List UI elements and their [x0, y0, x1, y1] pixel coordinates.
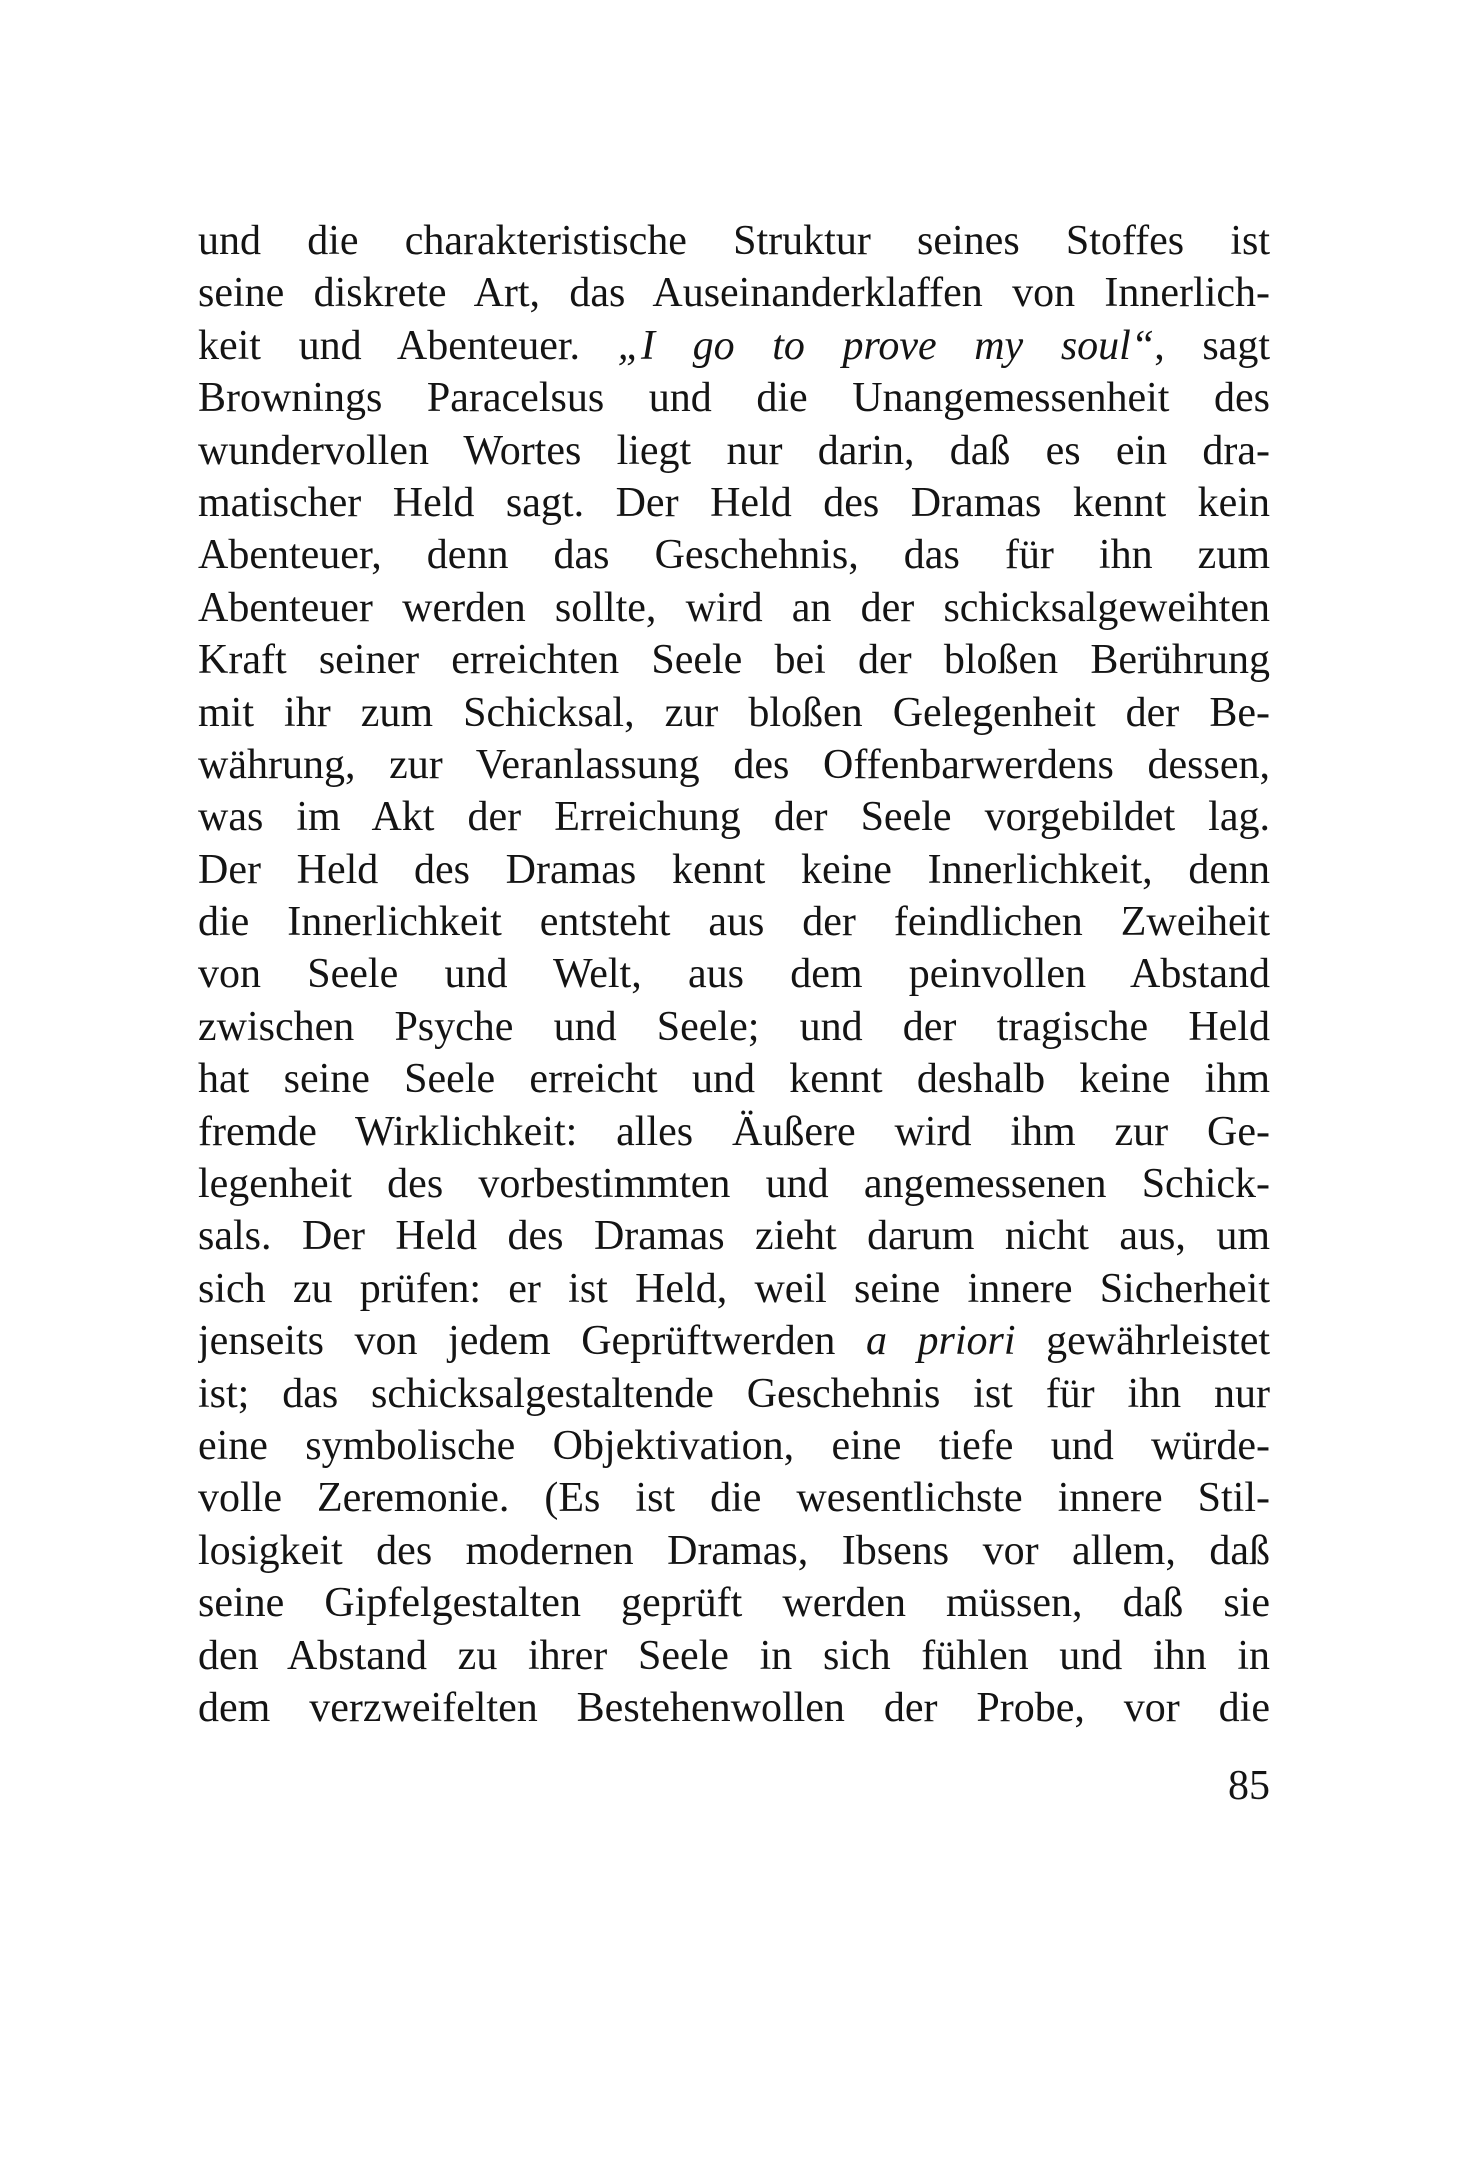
text-line: Kraft seiner erreichten Seele bei der bloßen Berührung — [198, 637, 1270, 684]
text-line: wundervollen Wortes liegt nur darin, daß es ein dra- — [198, 427, 1270, 474]
page-number: 85 — [1228, 1763, 1270, 1809]
text-line: fremde Wirklichkeit: alles Äußere wird ihm zur Ge- — [198, 1108, 1270, 1155]
text-line: sich zu prüfen: er ist Held, weil seine innere Sicherheit — [198, 1265, 1270, 1312]
text-segment: jenseits von jedem Geprüftwerden — [198, 1318, 866, 1365]
text-segment: keit und Abenteuer. — [198, 322, 618, 369]
quote-italic: „I go to prove my soul“ — [617, 322, 1155, 369]
text-line: legenheit des vorbestimmten und angemessenen Schick- — [198, 1161, 1270, 1208]
text-line: von Seele und Welt, aus dem peinvollen Abstand — [198, 951, 1270, 998]
text-line: währung, zur Veranlassung des Offenbarwerdens dessen, — [198, 741, 1270, 788]
text-line: Brownings Paracelsus und die Unangemessenheit des — [198, 375, 1270, 422]
text-line — [198, 1315, 1270, 1367]
text-line: dem verzweifelten Bestehenwollen der Probe, vor die — [198, 1684, 1270, 1731]
text-line: die Innerlichkeit entsteht aus der feindlichen Zweiheit — [198, 899, 1270, 946]
text-line: matischer Held sagt. Der Held des Dramas kennt kein — [198, 479, 1270, 526]
text-line: sals. Der Held des Dramas zieht darum nicht aus, um — [198, 1213, 1270, 1260]
text-segment: gewährleistet — [1015, 1318, 1270, 1365]
text-line: mit ihr zum Schicksal, zur bloßen Gelegenheit der Be- — [198, 689, 1270, 736]
text-line — [198, 320, 1270, 372]
text-line: den Abstand zu ihrer Seele in sich fühlen und ihn in — [198, 1632, 1270, 1679]
text-line: losigkeit des modernen Dramas, Ibsens vor allem, daß — [198, 1527, 1270, 1574]
text-line: hat seine Seele erreicht und kennt deshalb keine ihm — [198, 1056, 1270, 1103]
text-line: volle Zeremonie. (Es ist die wesentlichste innere Stil- — [198, 1475, 1270, 1522]
text-line: seine diskrete Art, das Auseinanderklaffen von Innerlich- — [198, 270, 1270, 317]
body-text — [198, 215, 1270, 1734]
text-line: und die charakteristische Struktur seines Stoffes ist — [198, 218, 1270, 264]
text-line: zwischen Psyche und Seele; und der tragische Held — [198, 1003, 1270, 1050]
text-line: eine symbolische Objektivation, eine tiefe und würde- — [198, 1422, 1270, 1469]
text-line: Abenteuer, denn das Geschehnis, das für ihn zum — [198, 532, 1270, 579]
text-line: seine Gipfelgestalten geprüft werden müssen, daß sie — [198, 1580, 1270, 1627]
text-line: was im Akt der Erreichung der Seele vorgebildet lag. — [198, 794, 1270, 841]
text-segment: , sagt — [1154, 322, 1270, 369]
text-line: ist; das schicksalgestaltende Geschehnis ist für ihn nur — [198, 1370, 1270, 1417]
text-line: Der Held des Dramas kennt keine Innerlichkeit, denn — [198, 846, 1270, 893]
a-priori-italic: a priori — [865, 1318, 1016, 1365]
text-line: Abenteuer werden sollte, wird an der schicksalgeweihten — [198, 584, 1270, 631]
